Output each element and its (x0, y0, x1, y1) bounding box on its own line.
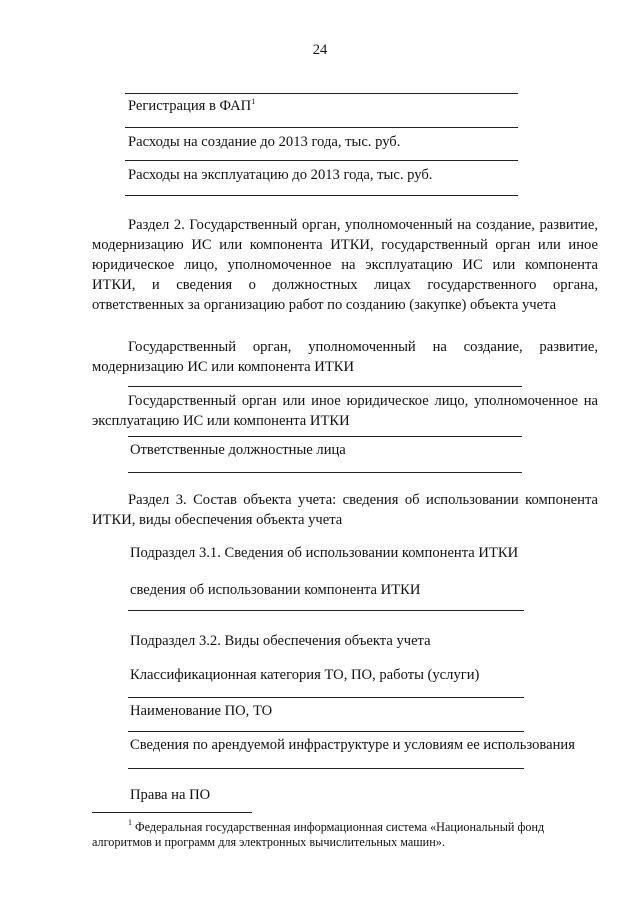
rented-infrastructure-label: Сведения по арендуемой инфраструктуре и условиям ее использования (130, 737, 575, 753)
rented-infrastructure-input-line[interactable] (128, 768, 524, 769)
responsible-officials-label: Ответственные должностные лица (130, 442, 346, 458)
itki-usage-label: сведения об использовании компонента ИТКИ (130, 582, 421, 598)
field-line (125, 93, 518, 94)
authorized-body-input-line[interactable] (128, 386, 522, 387)
footnote-separator (92, 812, 252, 813)
operator-body-label: Государственный орган или иное юридическое лицо, уполномоченное на эксплуатацию ИС или компонента ИТКИ (92, 393, 598, 429)
authorized-body-label: Государственный орган, уполномоченный на создание, развитие, модернизацию ИС или компонента ИТКИ (92, 339, 598, 375)
fap-registration-input-line[interactable] (125, 127, 518, 128)
section-2-heading: Раздел 2. Государственный орган, уполномоченный на создание, развитие, модернизацию ИС или компонента ИТКИ, государственный орган или иное юридическое лицо, уполномоченное на эксплуатацию ИС или компонента ИТКИ, и сведения о должностных лицах государственного органа, ответственных за организацию работ по созданию (закупке) объекта учета (92, 217, 598, 313)
section-3-heading: Раздел 3. Состав объекта учета: сведения об использовании компонента ИТКИ, виды обеспечения объекта учета (92, 492, 598, 528)
software-hardware-name-input-line[interactable] (128, 731, 524, 732)
operator-body-input-line[interactable] (128, 436, 522, 437)
software-rights-label: Права на ПО (130, 787, 211, 803)
responsible-officials-input-line[interactable] (128, 472, 522, 473)
footnote-text-line-2: алгоритмов и программ для электронных вычислительных машин». (92, 835, 445, 849)
ops-costs-input-line[interactable] (125, 195, 518, 196)
create-costs-label: Расходы на создание до 2013 года, тыс. руб. (128, 134, 401, 150)
fap-registration-label: Регистрация в ФАП$^1$ (128, 97, 256, 114)
subsection-3-1-heading: Подраздел 3.1. Сведения об использовании компонента ИТКИ (130, 545, 519, 561)
footnote-text-line-1: Федеральная государственная информационная система «Национальный фонд (135, 820, 545, 834)
classification-category-label: Классификационная категория ТО, ПО, работы (услуги) (130, 667, 480, 683)
footnote-mark: 1 (128, 818, 132, 827)
classification-category-input-line[interactable] (128, 697, 524, 698)
create-costs-input-line[interactable] (125, 160, 518, 161)
page-number: 24 (312, 42, 328, 58)
footnote (128, 820, 544, 835)
ops-costs-label: Расходы на эксплуатацию до 2013 года, тыс. руб. (128, 167, 433, 183)
itki-usage-input-line[interactable] (128, 610, 524, 611)
software-hardware-name-label: Наименование ПО, ТО (130, 703, 273, 719)
subsection-3-2-heading: Подраздел 3.2. Виды обеспечения объекта учета (130, 633, 431, 649)
footnote-mark: 1 (251, 97, 256, 106)
